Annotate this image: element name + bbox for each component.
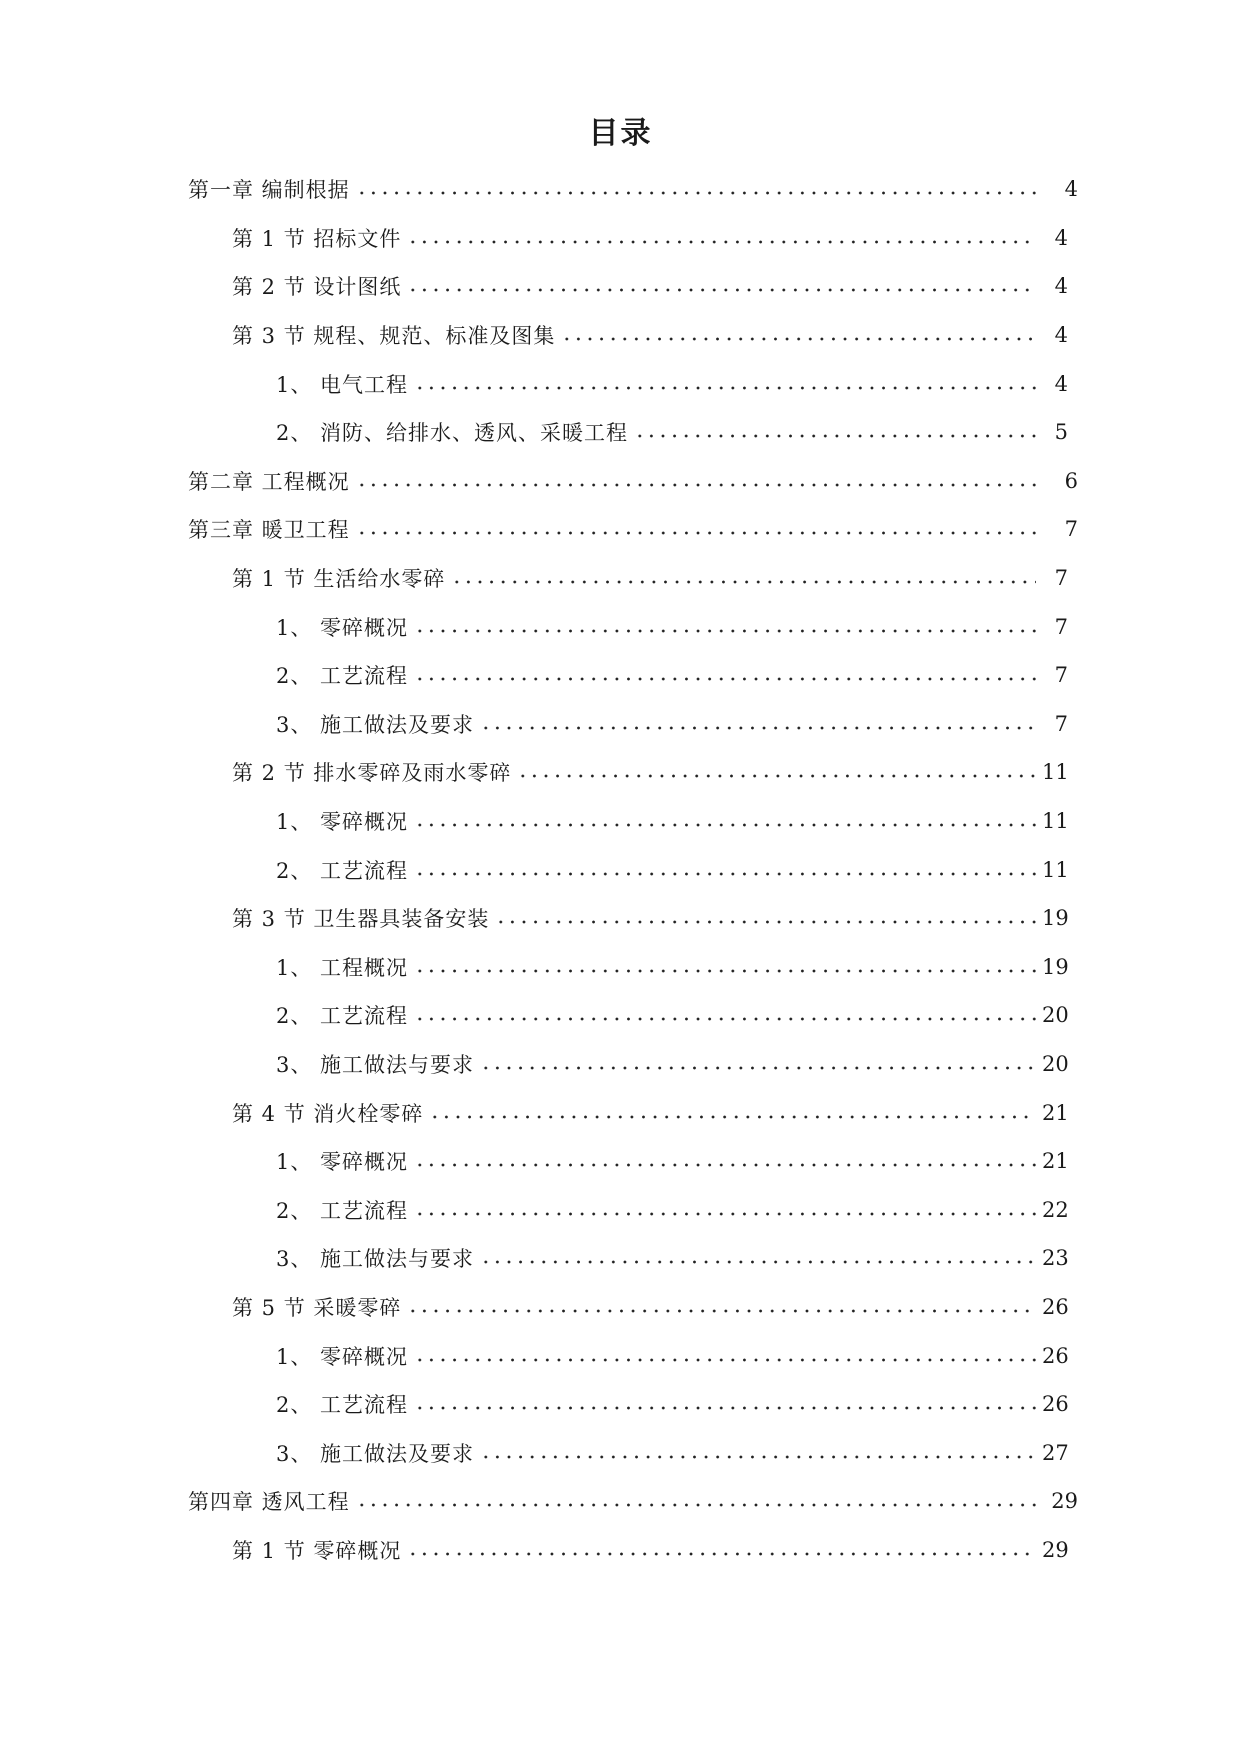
- dot-leader: [407, 284, 1036, 296]
- toc-entry-label: 第 3 节 规程、规范、标准及图集: [232, 324, 556, 349]
- toc-entry-label: 1、 零碎概况: [276, 1344, 409, 1369]
- toc-entry-label: 3、 施工做法与要求: [276, 1247, 475, 1272]
- dot-leader: [356, 527, 1036, 539]
- toc-entry[interactable]: [0, 457, 1078, 506]
- toc-entry-page-number: 7: [1064, 517, 1078, 542]
- dot-leader: [356, 187, 1036, 199]
- toc-entry-page-number: 11: [1042, 760, 1069, 785]
- toc-entry-label: 1、 电气工程: [276, 372, 409, 397]
- toc-title: 目录: [588, 116, 653, 151]
- toc-entry-label: 第 5 节 采暖零碎: [232, 1295, 402, 1320]
- toc-entry-label: 第 1 节 招标文件: [232, 226, 402, 251]
- toc-entry-label: 2、 工艺流程: [276, 858, 409, 883]
- dot-leader: [414, 1208, 1036, 1220]
- toc-entry[interactable]: [0, 1137, 1068, 1186]
- dot-leader: [414, 1013, 1036, 1025]
- toc-entry[interactable]: [0, 1526, 1068, 1575]
- toc-entry-page-number: 21: [1042, 1149, 1069, 1174]
- toc-entry-label: 第 2 节 排水零碎及雨水零碎: [232, 761, 512, 786]
- toc-entry-label: 1、 零碎概况: [276, 1150, 409, 1175]
- toc-entry-page-number: 27: [1042, 1440, 1069, 1465]
- toc-entry[interactable]: [0, 748, 1068, 797]
- toc-entry[interactable]: [0, 1040, 1068, 1089]
- toc-entry[interactable]: [0, 894, 1068, 943]
- toc-entry-page-number: 19: [1042, 954, 1069, 979]
- dot-leader: [429, 1111, 1036, 1123]
- toc-entry-page-number: 6: [1064, 468, 1078, 493]
- toc-entry-label: 3、 施工做法及要求: [276, 712, 475, 737]
- toc-entry[interactable]: [0, 1380, 1068, 1429]
- toc-entry-label: 3、 施工做法与要求: [276, 1052, 475, 1077]
- toc-entry[interactable]: [0, 554, 1068, 603]
- toc-entry-page-number: 26: [1042, 1392, 1069, 1417]
- dot-leader: [414, 819, 1036, 831]
- dot-leader: [414, 1402, 1036, 1414]
- toc-entry-page-number: 20: [1042, 1003, 1069, 1028]
- dot-leader: [414, 1159, 1036, 1171]
- toc-entry[interactable]: [0, 1477, 1078, 1526]
- toc-entry-page-number: 11: [1042, 857, 1069, 882]
- toc-entry[interactable]: [0, 1428, 1068, 1477]
- toc-entry-label: 2、 工艺流程: [276, 1198, 409, 1223]
- toc-entry[interactable]: [0, 1283, 1068, 1332]
- toc-list: [0, 165, 1241, 1574]
- toc-entry-page-number: 26: [1042, 1294, 1069, 1319]
- toc-entry-page-number: 4: [1054, 225, 1068, 250]
- toc-entry-page-number: 19: [1042, 906, 1069, 931]
- toc-entry-label: 第三章 暖卫工程: [188, 518, 350, 543]
- dot-leader: [414, 1354, 1036, 1366]
- dot-leader: [414, 868, 1036, 880]
- toc-entry-label: 第 1 节 生活给水零碎: [232, 567, 446, 592]
- dot-leader: [561, 333, 1036, 345]
- toc-entry-label: 1、 零碎概况: [276, 615, 409, 640]
- toc-entry-label: 第 1 节 零碎概况: [232, 1538, 402, 1563]
- toc-entry[interactable]: [0, 165, 1078, 214]
- toc-entry[interactable]: [0, 359, 1068, 408]
- toc-entry-page-number: 22: [1042, 1197, 1069, 1222]
- dot-leader: [407, 236, 1036, 248]
- toc-entry[interactable]: [0, 943, 1068, 992]
- toc-entry[interactable]: [0, 214, 1068, 263]
- toc-entry-label: 第 2 节 设计图纸: [232, 275, 402, 300]
- toc-entry-label: 第一章 编制根据: [188, 178, 350, 203]
- toc-entry-label: 第 3 节 卫生器具装备安装: [232, 907, 490, 932]
- dot-leader: [634, 430, 1036, 442]
- dot-leader: [414, 625, 1036, 637]
- toc-entry[interactable]: [0, 311, 1068, 360]
- dot-leader: [517, 770, 1036, 782]
- toc-entry[interactable]: [0, 651, 1068, 700]
- toc-entry-page-number: 4: [1064, 177, 1078, 202]
- toc-entry[interactable]: [0, 1088, 1068, 1137]
- toc-entry-page-number: 4: [1054, 274, 1068, 299]
- toc-entry-page-number: 23: [1042, 1246, 1069, 1271]
- toc-entry-page-number: 4: [1054, 323, 1068, 348]
- dot-leader: [480, 722, 1036, 734]
- dot-leader: [356, 1499, 1036, 1511]
- dot-leader: [407, 1305, 1036, 1317]
- dot-leader: [414, 673, 1036, 685]
- toc-entry-label: 2、 工艺流程: [276, 664, 409, 689]
- toc-entry-page-number: 4: [1054, 371, 1068, 396]
- toc-entry[interactable]: [0, 797, 1068, 846]
- toc-entry-page-number: 20: [1042, 1051, 1069, 1076]
- toc-entry-label: 1、 零碎概况: [276, 810, 409, 835]
- toc-entry-label: 第二章 工程概况: [188, 469, 350, 494]
- toc-entry-page-number: 5: [1054, 420, 1068, 445]
- toc-entry-page-number: 7: [1054, 663, 1068, 688]
- dot-leader: [451, 576, 1036, 588]
- toc-entry-page-number: 7: [1054, 711, 1068, 736]
- dot-leader: [480, 1256, 1036, 1268]
- toc-entry[interactable]: [0, 991, 1068, 1040]
- dot-leader: [495, 916, 1036, 928]
- toc-entry-page-number: 11: [1042, 809, 1069, 834]
- toc-entry-label: 2、 工艺流程: [276, 1393, 409, 1418]
- toc-entry-page-number: 29: [1051, 1489, 1078, 1514]
- toc-entry-page-number: 7: [1054, 614, 1068, 639]
- toc-entry[interactable]: [0, 505, 1078, 554]
- dot-leader: [414, 382, 1036, 394]
- toc-entry-label: 3、 施工做法及要求: [276, 1441, 475, 1466]
- toc-entry-page-number: 29: [1042, 1537, 1069, 1562]
- toc-entry-page-number: 21: [1042, 1100, 1069, 1125]
- toc-entry-label: 2、 工艺流程: [276, 1004, 409, 1029]
- toc-entry[interactable]: [0, 262, 1068, 311]
- toc-entry-page-number: 26: [1042, 1343, 1069, 1368]
- dot-leader: [414, 965, 1036, 977]
- toc-entry-label: 2、 消防、给排水、透风、采暖工程: [276, 421, 629, 446]
- dot-leader: [407, 1548, 1036, 1560]
- toc-entry-label: 1、 工程概况: [276, 955, 409, 980]
- toc-entry[interactable]: [0, 408, 1068, 457]
- toc-entry[interactable]: [0, 1331, 1068, 1380]
- toc-entry-label: 第 4 节 消火栓零碎: [232, 1101, 424, 1126]
- toc-entry[interactable]: [0, 700, 1068, 749]
- dot-leader: [480, 1451, 1036, 1463]
- dot-leader: [480, 1062, 1036, 1074]
- toc-entry[interactable]: [0, 1234, 1068, 1283]
- toc-entry-label: 第四章 透风工程: [188, 1490, 350, 1515]
- toc-entry[interactable]: [0, 1185, 1068, 1234]
- dot-leader: [356, 479, 1036, 491]
- toc-entry[interactable]: [0, 602, 1068, 651]
- toc-entry[interactable]: [0, 845, 1068, 894]
- toc-entry-page-number: 7: [1054, 566, 1068, 591]
